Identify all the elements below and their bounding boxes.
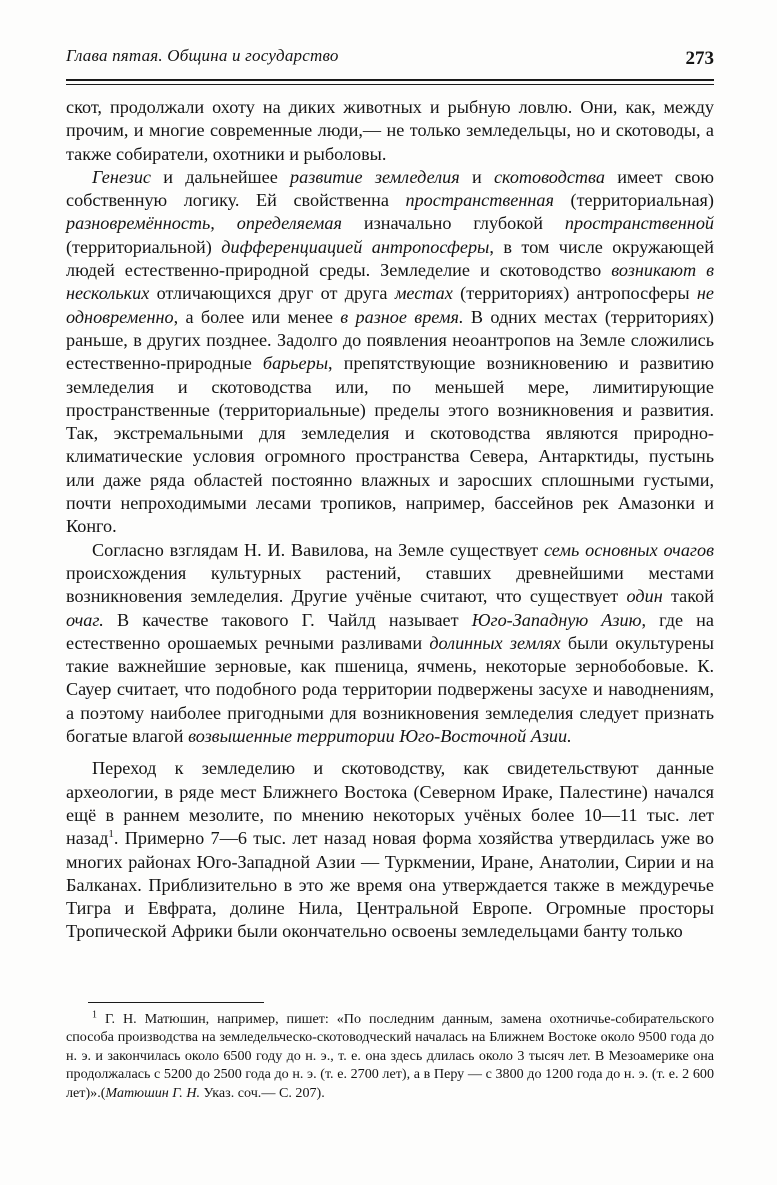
text-run: Переход к земледелию и скотоводству, как свидетельствуют данные археологии, в ряде мест Ближнего Востока (Северном Ираке, Палестине) начался ещё в раннем мезолите, по мнению некоторых учёных более 10—11 тыс. лет назад: [66, 758, 714, 849]
emphasis: не одновременно: [66, 283, 714, 327]
text-run: происхождения культурных растений, ставших древнейшими местами возникновения земледелия. Другие учёные считают, что существует: [66, 562, 714, 607]
emphasis: возвышенные территории Юго-Восточной Азии.: [188, 726, 572, 747]
text-run: такой: [662, 586, 714, 607]
text-run: , в том числе окружающей людей естественно-природной среды. Земледелие и скотоводство: [66, 236, 714, 281]
emphasis: скотоводства: [493, 166, 605, 187]
paragraph: [66, 166, 714, 539]
text-run: и: [459, 166, 494, 187]
page-number: 273: [685, 48, 714, 69]
header-rule-thick: [66, 79, 714, 81]
body-text: [66, 96, 714, 944]
text-run: , а более или менее: [173, 306, 341, 327]
footnote-marker: 1: [108, 828, 114, 841]
emphasis: пространственной: [564, 213, 715, 234]
footnote: [66, 1010, 714, 1102]
text-run: (территориях) антропосферы: [452, 283, 697, 304]
paragraph: [66, 539, 714, 749]
text-run: Согласно взглядам Н. И. Вавилова, на Земле существует: [92, 539, 544, 560]
emphasis: очаг.: [66, 609, 104, 630]
paragraph: [66, 96, 714, 166]
emphasis: семь основных очагов: [543, 539, 714, 560]
text-run: были окультурены такие важнейшие зерновые, как пшеница, ячмень, некоторые зернобобовые. К. Сауер считает, что подобного рода территории подвержены засухе и наводнениям, а поэтому наиболее пригодными для возникновения земледелия следует признать богатые влагой: [66, 632, 714, 747]
text-run: , препятствующие возникновению и развитию земледелия и скотоводства или, по меньшей мере, лимитирующие пространственные (территориальные) пределы этого возникновения и развития. Так, экстремальными для земледелия и скотоводства являются природно-климатические условия огромного пространства Севера, Антарктиды, пустынь или даже ряда областей постоянно влажных и заросших сплошными густыми, почти непроходимыми лесами тропиков, например, бассейнов рек Амазонки и Конго.: [66, 353, 714, 537]
emphasis: развитие земледелия: [290, 166, 460, 187]
emphasis: в разное время.: [340, 306, 464, 327]
text-run: (территориальная): [553, 190, 714, 211]
emphasis: пространственная: [405, 190, 554, 211]
text-run: имеет свою собственную логику. Ей свойственна: [66, 166, 714, 211]
text-run: изначально глубокой: [341, 213, 565, 234]
footnote-paragraph: [66, 1010, 714, 1102]
chapter-title: Глава пятая. Община и государство: [66, 46, 339, 65]
emphasis: долинных землях: [429, 632, 561, 653]
text-run: В одних местах (территориях) раньше, в других позднее. Задолго до появления неоантропов на Земле сложились естественно-природные: [66, 306, 714, 374]
emphasis: Юго-Западную Азию: [471, 609, 642, 630]
footnote-marker: 1: [92, 1009, 97, 1021]
footnote-rule: [88, 1002, 264, 1003]
emphasis: возникают в нескольких: [66, 260, 714, 304]
emphasis: местах: [394, 283, 453, 304]
emphasis: Генезис: [92, 166, 151, 187]
text-run: и дальнейшее: [151, 166, 291, 187]
text-run: Г. Н. Матюшин, например, пишет: «По последним данным, замена охотничье-собирательского способа производства на земледельческо-скотоводческий началась на Ближнем Востоке около 9500 года до н. э. и закончилась около 6500 году до н. э., т. е. она здесь длилась около 3 тысяч лет. В Мезоамерике она продолжалась с 5200 до 2500 года до н. э. (т. е. 2700 лет), а в Перу — с 3800 до 1200 года до н. э. (т. е. 2 600 лет)».(: [66, 1011, 714, 1101]
text-run: (территориальной): [66, 236, 222, 257]
emphasis: один: [626, 586, 663, 607]
emphasis: дифференциацией антропосферы: [221, 236, 490, 257]
paragraph: [66, 757, 714, 943]
text-run: , где на естественно орошаемых речными разливами: [66, 609, 714, 653]
running-header: [66, 46, 714, 70]
text-run: скот, продолжали охоту на диких животных и рыбную ловлю. Они, как, между прочим, и многие современные люди,— не только земледельцы, но и скотоводы, а также собиратели, охотники и рыболовы.: [66, 97, 714, 164]
header-rule-thin: [66, 84, 714, 85]
text-run: Указ. соч.— С. 207).: [200, 1084, 325, 1101]
text-run: . Примерно 7—6 тыс. лет назад новая форма хозяйства утвердилась уже во многих районах Юго-Западной Азии — Туркмении, Иране, Анатолии, Сирии и на Балканах. Приблизительно в это же время она утверждается также в междуречье Тигра и Евфрата, долине Нила, Центральной Европе. Огромные просторы Тропической Африки были окончательно освоены земледельцами банту только: [66, 828, 714, 942]
emphasis: разновремённость, определяемая: [66, 213, 342, 234]
text-run: отличающихся друг от друга: [149, 283, 395, 304]
emphasis: Матюшин Г. Н.: [105, 1084, 201, 1101]
emphasis: барьеры: [262, 353, 329, 374]
text-run: В качестве такового Г. Чайлд называет: [103, 609, 472, 630]
